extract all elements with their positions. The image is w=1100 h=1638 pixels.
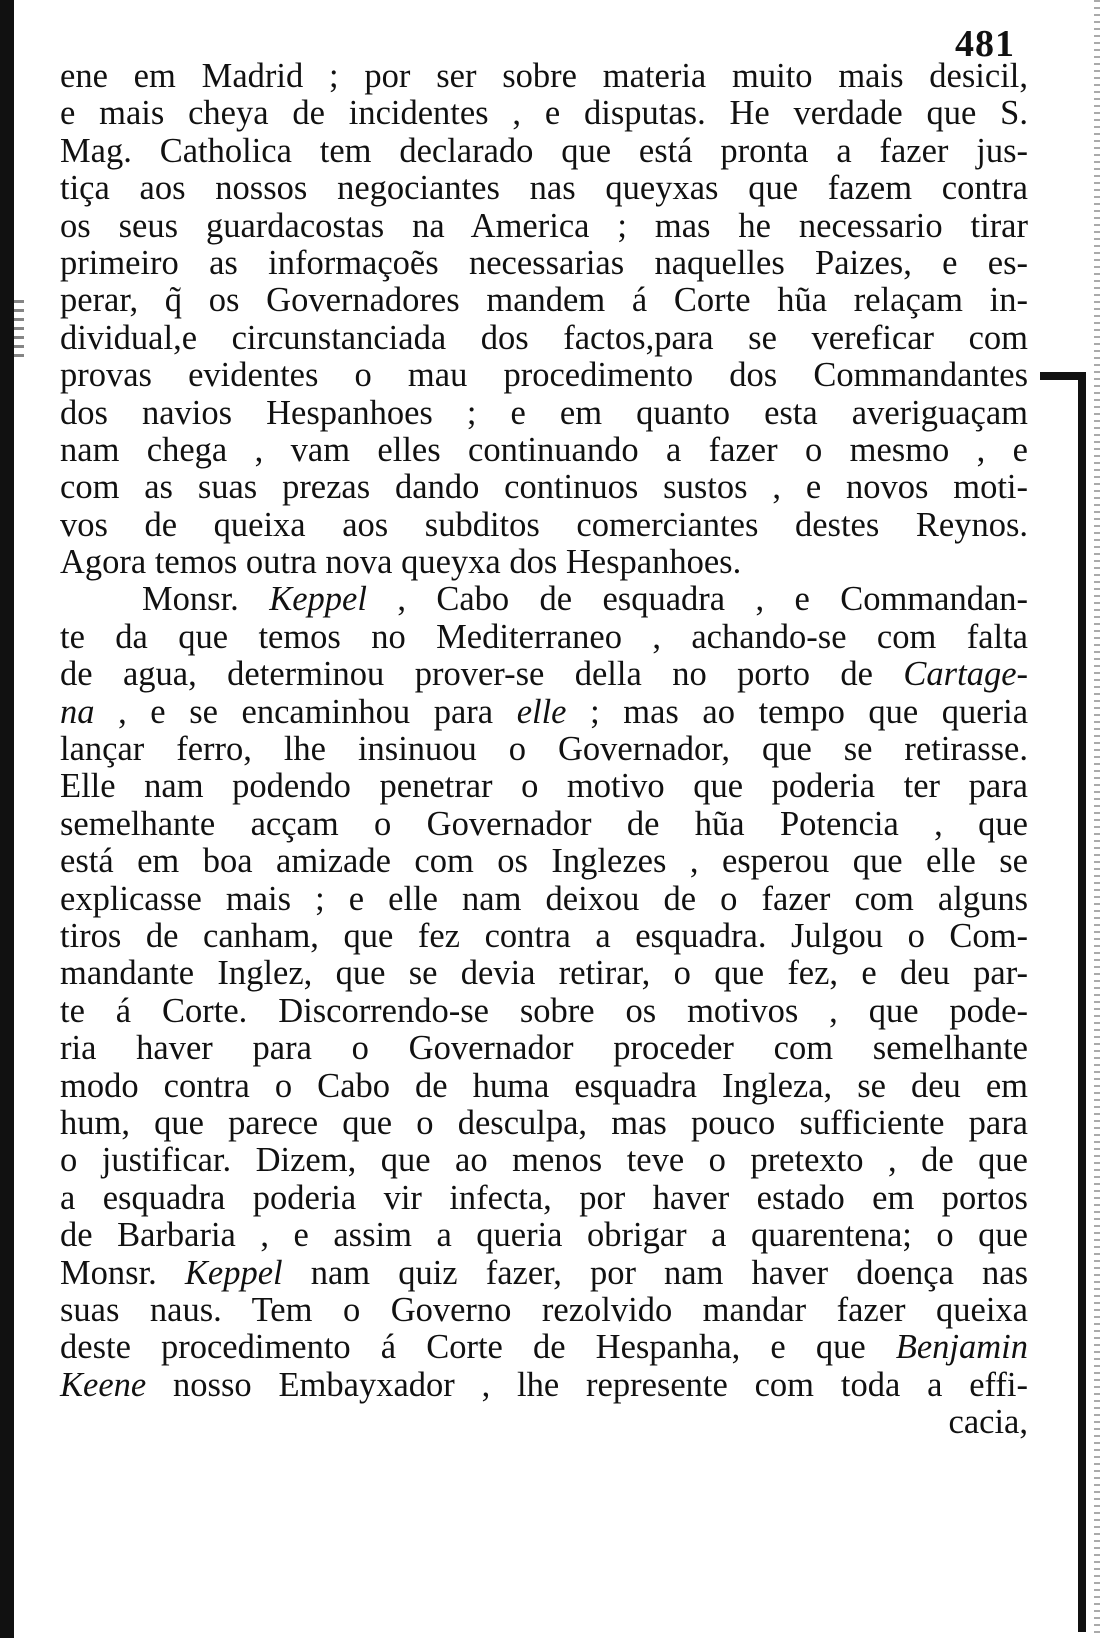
italic-text: Keene (60, 1365, 147, 1404)
paragraph (60, 581, 1028, 1404)
text-segment: a esquadra poderia vir infecta, por haver estado em portos (60, 1178, 1028, 1217)
text-line (60, 1142, 1028, 1179)
text-segment: nosso Embayxador , lhe represente com toda a effi- (146, 1365, 1028, 1404)
text-line (60, 694, 1028, 731)
text-segment: ; mas ao tempo que queria (566, 692, 1029, 731)
text-line (60, 1180, 1028, 1217)
text-segment: vos de queixa aos subditos comerciantes destes Reynos. (60, 505, 1028, 544)
italic-text: Benjamin (895, 1328, 1028, 1367)
text-segment: te da que temos no Mediterraneo , achando-se com falta (60, 617, 1028, 656)
italic-text: Keppel (269, 580, 367, 619)
page-edge-left-speckle (14, 300, 24, 360)
text-line (60, 1329, 1028, 1366)
text-segment: hum, que parece que o desculpa, mas pouco sufficiente para (60, 1103, 1028, 1142)
text-segment: Agora temos outra nova queyxa dos Hespanhoes. (60, 543, 742, 582)
text-segment: nam chega , vam elles continuando a fazer o mesmo , e (60, 430, 1028, 469)
text-segment: perar, q̃ os Governadores mandem á Corte hũa relaçam in- (60, 281, 1028, 320)
text-line (60, 95, 1028, 132)
text-line (60, 918, 1028, 955)
text-line (60, 881, 1028, 918)
text-segment: primeiro as informaçoẽs necessarias naquelles Paizes, e es- (60, 243, 1028, 282)
text-line (60, 843, 1028, 880)
text-segment: suas naus. Tem o Governo rezolvido mandar fazer queixa (60, 1290, 1028, 1329)
text-segment: o justificar. Dizem, que ao menos teve o pretexto , de que (60, 1141, 1028, 1180)
text-line (60, 1030, 1028, 1067)
text-segment: nam quiz fazer, por nam haver doença nas (282, 1253, 1028, 1292)
text-line (60, 208, 1028, 245)
page-edge-right (1078, 372, 1086, 1632)
text-line (60, 507, 1028, 544)
text-segment: e mais cheya de incidentes , e disputas. He verdade que S. (60, 94, 1028, 133)
body-text (60, 58, 1028, 1441)
text-line (60, 1255, 1028, 1292)
text-segment: de Barbaria , e assim a queria obrigar a quarentena; o que (60, 1216, 1028, 1255)
text-line (60, 731, 1028, 768)
text-line (60, 1292, 1028, 1329)
page-edge-left (0, 0, 14, 1638)
text-segment: , Cabo de esquadra , e Commandan- (366, 580, 1028, 619)
text-segment: dos navios Hespanhoes ; e em quanto esta averiguaçam (60, 393, 1028, 432)
text-segment: dividual,e circunstanciada dos factos,para se vereficar com (60, 318, 1028, 357)
text-line (60, 544, 1028, 581)
italic-text: elle (516, 692, 567, 731)
text-line (60, 993, 1028, 1030)
catchword: cacia, (948, 1403, 1028, 1442)
text-segment: tiça aos nossos negociantes nas queyxas que fazem contra (60, 169, 1028, 208)
text-line (60, 955, 1028, 992)
text-segment: mandante Inglez, que se devia retirar, o que fez, e deu par- (60, 954, 1028, 993)
text-segment: lançar ferro, lhe insinuou o Governador, que se retirasse. (60, 730, 1028, 769)
text-segment: provas evidentes o mau procedimento dos Commandantes (60, 356, 1028, 395)
text-line (60, 469, 1028, 506)
text-segment: os seus guardacostas na America ; mas he necessario tirar (60, 206, 1028, 245)
text-segment: tiros de canham, que fez contra a esquadra. Julgou o Com- (60, 916, 1028, 955)
page-number: 481 (955, 23, 1015, 65)
text-line (60, 320, 1028, 357)
text-line (60, 1217, 1028, 1254)
text-line (60, 245, 1028, 282)
text-line (60, 656, 1028, 693)
text-line (60, 806, 1028, 843)
text-segment: está em boa amizade com os Inglezes , esperou que elle se (60, 842, 1028, 881)
text-line (60, 133, 1028, 170)
text-line (60, 1068, 1028, 1105)
text-segment: ene em Madrid ; por ser sobre materia muito mais desicil, (60, 57, 1028, 95)
text-line (60, 432, 1028, 469)
text-line (60, 170, 1028, 207)
text-segment: Mag. Catholica tem declarado que está pronta a fazer jus- (60, 131, 1028, 170)
text-line (60, 58, 1028, 95)
text-line (60, 357, 1028, 394)
text-line (60, 581, 1028, 618)
text-line (60, 1105, 1028, 1142)
text-segment: de agua, determinou prover-se della no porto de (60, 655, 904, 694)
text-line (60, 768, 1028, 805)
text-segment: Monsr. (60, 1253, 185, 1292)
italic-text: Keppel (184, 1253, 283, 1292)
text-segment: Elle nam podendo penetrar o motivo que poderia ter para (60, 767, 1028, 806)
italic-text: na (60, 692, 95, 731)
text-segment: explicasse mais ; e elle nam deixou de o fazer com alguns (60, 879, 1028, 918)
italic-text: Cartage- (903, 655, 1028, 694)
text-segment: semelhante acçam o Governador de hũa Potencia , que (60, 804, 1028, 843)
text-segment: deste procedimento á Corte de Hespanha, e que (60, 1328, 896, 1367)
text-segment: ria haver para o Governador proceder com semelhante (60, 1029, 1028, 1068)
text-line (60, 619, 1028, 656)
paragraph (60, 58, 1028, 581)
text-line (60, 395, 1028, 432)
page-edge-right-speckle (1094, 0, 1100, 1638)
text-segment: , e se encaminhou para (94, 692, 517, 731)
text-segment: te á Corte. Discorrendo-se sobre os motivos , que pode- (60, 991, 1028, 1030)
text-segment: com as suas prezas dando continuos sustos , e novos moti- (60, 468, 1028, 507)
text-line (60, 1367, 1028, 1404)
text-line (60, 282, 1028, 319)
text-segment: Monsr. (142, 580, 270, 619)
text-segment: modo contra o Cabo de huma esquadra Ingleza, se deu em (60, 1066, 1028, 1105)
